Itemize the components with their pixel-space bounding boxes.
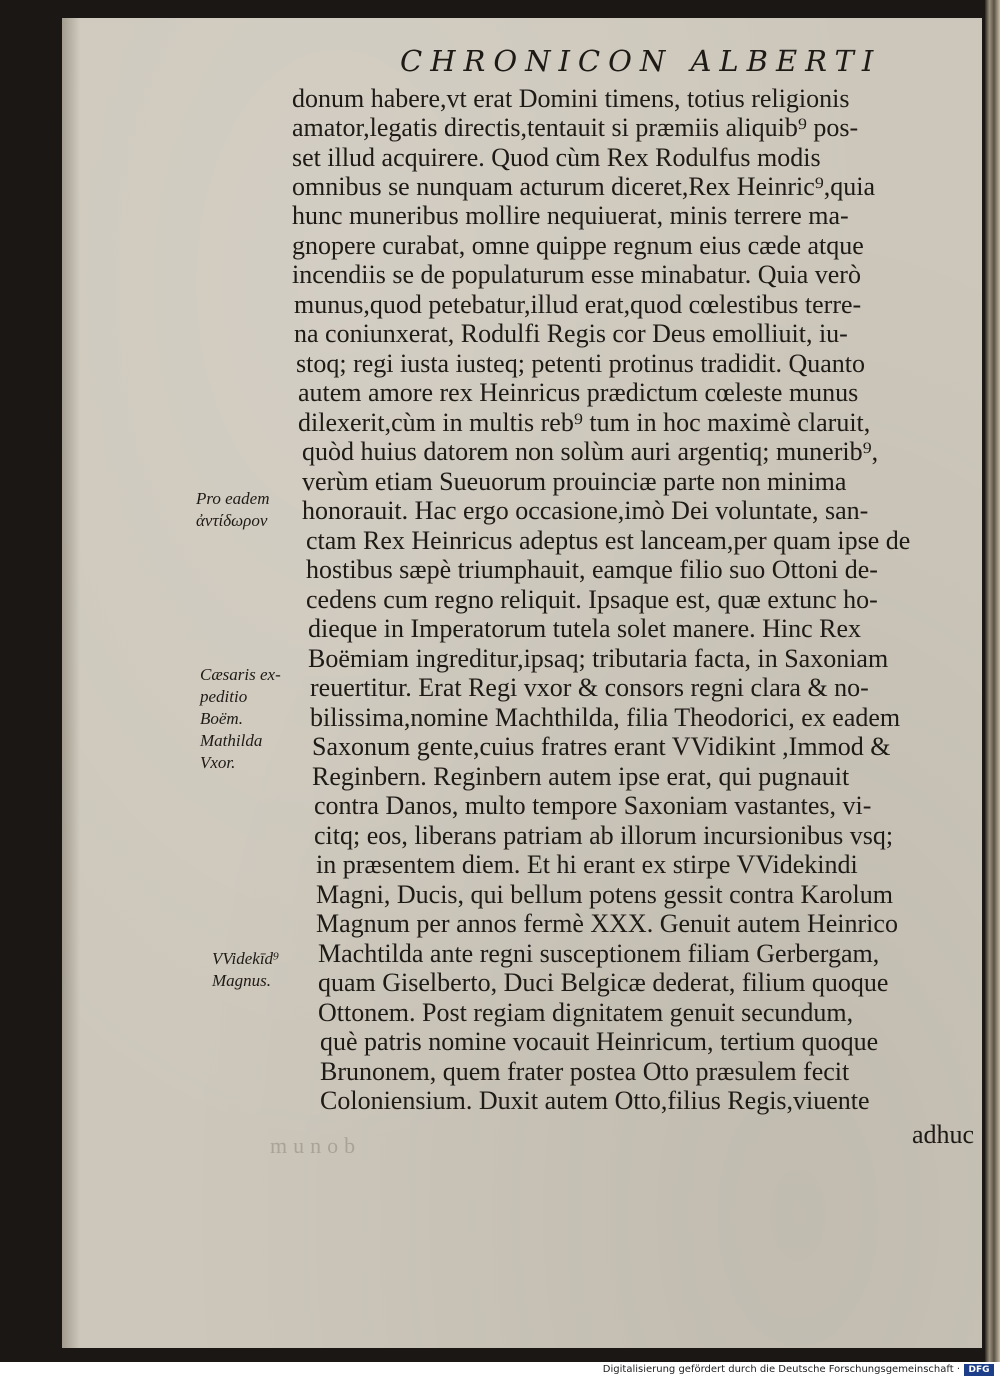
marginal-note-line: Cæsaris ex- [200, 665, 281, 684]
text-line: Boëmiam ingreditur,ipsaq; tributaria facta, in Saxoniam [308, 644, 889, 673]
text-line: contra Danos, multo tempore Saxoniam vastantes, vi- [314, 791, 872, 820]
marginal-note [200, 664, 281, 774]
text-line: Coloniensium. Duxit autem Otto,filius Regis,viuente [320, 1086, 870, 1115]
text-line: quòd huius datorem non solùm auri argentiq; munerib⁹, [302, 437, 879, 466]
text-line: Magnum per annos fermè XXX. Genuit autem Heinrico [316, 909, 898, 938]
text-line: què patris nomine vocauit Heinricum, tertium quoque [320, 1027, 879, 1056]
text-line: cedens cum regno reliquit. Ipsaque est, quæ extunc ho- [306, 585, 878, 614]
text-line: hostibus sæpè triumphauit, eamque filio suo Ottoni de- [306, 555, 878, 584]
dfg-logo: DFG [964, 1364, 994, 1376]
marginal-note-line: Magnus. [212, 971, 272, 990]
text-line: omnibus se nunquam acturum diceret,Rex Heinric⁹,quia [292, 172, 876, 201]
text-line: autem amore rex Heinricus prædictum cœleste munus [298, 378, 859, 407]
marginal-note-line: Boëm. [200, 709, 243, 728]
text-line: Ottonem. Post regiam dignitatem genuit secundum, [318, 998, 854, 1027]
marginal-note-line: VVidekīd⁹ [212, 949, 279, 968]
text-line: set illud acquirere. Quod cùm Rex Rodulfus modis [292, 143, 821, 172]
text-line: donum habere,vt erat Domini timens, totius religionis [292, 84, 850, 113]
marginal-note-line: Pro eadem [196, 489, 270, 508]
gutter-shadow [62, 18, 80, 1348]
footer-bar [0, 1362, 1000, 1378]
text-line: incendiis se de populaturum esse minabatur. Quia verò [292, 260, 861, 289]
text-line: reuertitur. Erat Regi vxor & consors regni clara & no- [310, 673, 869, 702]
text-line: amator,legatis directis,tentauit si præmiis aliquib⁹ pos- [292, 113, 859, 142]
catchword: adhuc [912, 1120, 975, 1149]
marginal-note-line: peditio [200, 687, 248, 706]
text-line: munus,quod petebatur,illud erat,quod cœlestibus terre- [294, 290, 862, 319]
marginal-note [196, 488, 270, 532]
text-line: na coniunxerat, Rodulfi Regis cor Deus emolliuit, iu- [294, 319, 848, 348]
text-line: verùm etiam Sueuorum prouinciæ parte non minima [302, 467, 847, 496]
text-line: dieque in Imperatorum tutela solet manere. Hinc Rex [308, 614, 862, 643]
text-line: stoq; regi iusta iusteq; petenti protinus tradidit. Quanto [296, 349, 866, 378]
text-line: Brunonem, quem frater postea Otto præsulem fecit [320, 1057, 850, 1086]
text-line: quam Giselberto, Duci Belgicæ dederat, filium quoque [318, 968, 889, 997]
text-line: dilexerit,cùm in multis reb⁹ tum in hoc maximè claruit, [298, 408, 871, 437]
marginal-note [212, 948, 279, 992]
text-line: Magni, Ducis, qui bellum potens gessit contra Karolum [316, 880, 893, 909]
funding-credit: Digitalisierung gefördert durch die Deutsche Forschungsgemeinschaft · [602, 1364, 960, 1375]
text-line: gnopere curabat, omne quippe regnum eius cæde atque [292, 231, 864, 260]
text-line: hunc muneribus mollire nequiuerat, minis terrere ma- [292, 201, 849, 230]
text-line: Machtilda ante regni susceptionem filiam Gerbergam, [318, 939, 880, 968]
text-line: ctam Rex Heinricus adeptus est lanceam,per quam ipse de [306, 526, 911, 555]
text-line: Reginbern. Reginbern autem ipse erat, qui pugnauit [312, 762, 850, 791]
marginal-note-line: Mathilda [200, 731, 263, 750]
bleed-through-text: munob [270, 1133, 362, 1158]
text-line: Saxonum gente,cuius fratres erant VVidikint ,Immod & [312, 732, 891, 761]
marginal-note-line: ἀντίδωρον [196, 511, 268, 530]
text-line: citq; eos, liberans patriam ab illorum incursionibus vsq; [314, 821, 894, 850]
text-line: honorauit. Hac ergo occasione,imò Dei voluntate, san- [302, 496, 869, 525]
marginal-note-line: Vxor. [200, 753, 236, 772]
text-line: in præsentem diem. Et hi erant ex stirpe VVidekindi [316, 850, 858, 879]
text-line: bilissima,nomine Machthilda, filia Theodorici, ex eadem [310, 703, 901, 732]
book-edge [985, 0, 1000, 1362]
running-head: CHRONICON ALBERTI [400, 44, 882, 78]
